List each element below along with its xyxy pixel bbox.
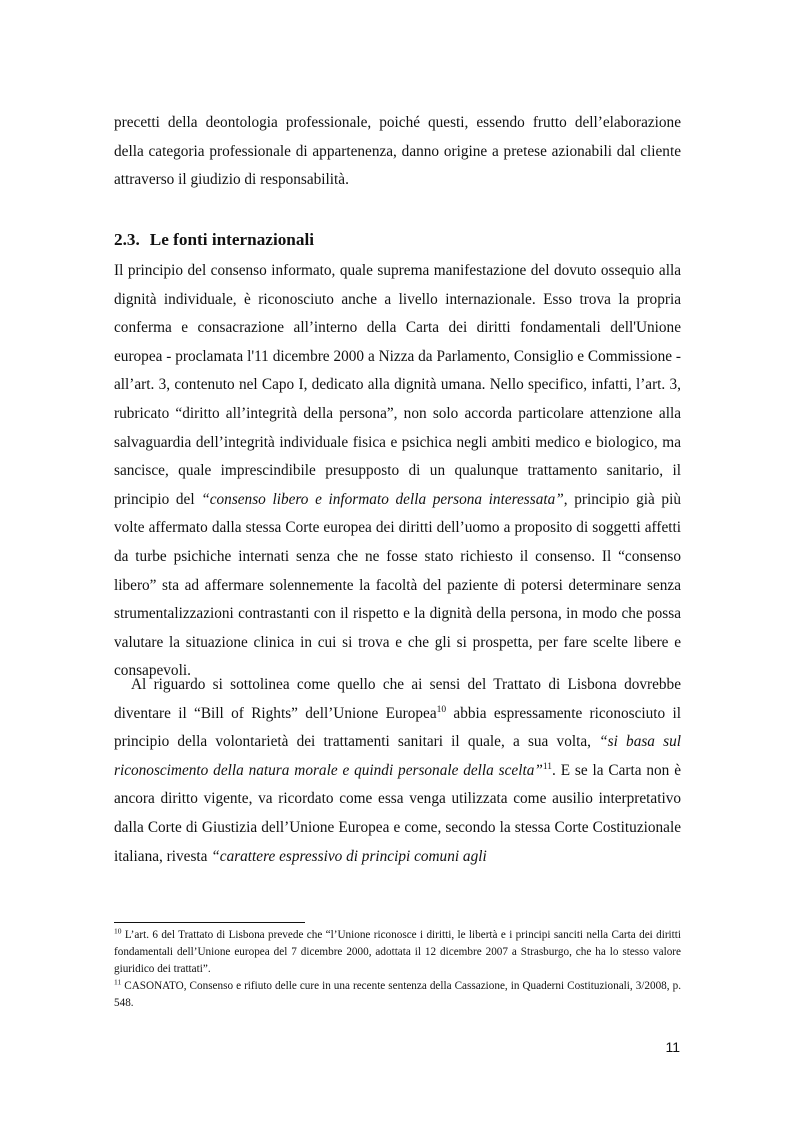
paragraph-international-sources (114, 257, 681, 686)
quoted-text: “carattere espressivo di principi comuni agli (211, 847, 487, 865)
section-heading (114, 226, 681, 254)
footnote-text: CASONATO, Consenso e rifiuto delle cure in una recente sentenza della Cassazione, in Quaderni Costituzionali, 3/2008, p. 548. (114, 980, 681, 1009)
paragraph-text: . E se la Carta non è ancora diritto vigente, va ricordato come essa venga utilizzata come ausilio interpretativo dalla Corte di Giustizia dell’Unione Europea e come, secondo la stessa Corte Costituzionale italiana, rivesta (114, 761, 681, 865)
footnotes (114, 927, 681, 1012)
paragraph-text: , principio già più volte affermato dalla stessa Corte europea dei diritti dell’uomo a proposito di soggetti affetti da turbe psichiche internati senza che ne fosse stato richiesto il consenso. Il “consenso libero” sta ad affermare solennemente la facoltà del paziente di potersi determinare senza strumentalizzazioni contrastanti con il rispetto e la dignità della persona, in modo che possa valutare la situazione clinica in cui si trova e che gli si prospetta, per fare scelte libere e consapevoli. (114, 490, 681, 680)
paragraph-text: Al riguardo si sottolinea come quello che ai sensi del Trattato di Lisbona dovrebbe diventare il “Bill of Rights” dell’Unione Europea (114, 676, 681, 722)
paragraph-text: Il principio del consenso informato, quale suprema manifestazione del dovuto ossequio alla dignità individuale, è riconosciuto anche a livello internazionale. Esso trova la propria conferma e consacrazione all’interno della Carta dei diritti fondamentali dell'Unione europea - proclamata l'11 dicembre 2000 a Nizza da Parlamento, Consiglio e Commissione - all’art. 3, contenuto nel Capo I, dedicato alla dignità umana. Nello specifico, infatti, l’art. 3, rubricato “diritto all’integrità della persona”, non solo accorda particolare attenzione alla salvaguardia dell’integrità individuale fisica e psichica negli ambiti medico e biologico, ma sancisce, quale imprescindibile presupposto di un qualunque trattamento sanitario, il principio del (114, 262, 681, 508)
footnote-number: 10 (114, 926, 122, 936)
intro-paragraph: precetti della deontologia professionale, poiché questi, essendo frutto dell’elaborazione della categoria professionale di appartenenza, danno origine a pretese azionabili dal cliente attraverso il giudizio di responsabilità. (114, 114, 681, 189)
section-number: 2.3. (114, 230, 140, 249)
footnote-ref-11[interactable]: 11 (542, 761, 553, 772)
footnote-11 (114, 978, 681, 1012)
quoted-text: “si basa sul riconoscimento della natura morale e quindi personale della scelta” (114, 733, 682, 779)
footnote-ref-10[interactable]: 10 (436, 704, 447, 715)
paragraph-text: abbia espressamente riconosciuto il principio della volontarietà dei trattamenti sanitari il quale, a sua volta, (114, 704, 681, 751)
page-number: 11 (665, 1039, 680, 1055)
footnote-10 (114, 927, 681, 978)
footnote-separator (114, 922, 305, 923)
footnote-text: L’art. 6 del Trattato di Lisbona prevede che “l’Unione riconosce i diritti, le libertà e i principi sanciti nella Carta dei diritti fondamentali dell’Unione europea del 7 dicembre 2000, adottata il 12 dicembre 2007 a Strasburgo, che ha lo stesso valore giuridico dei trattati”. (114, 929, 681, 975)
footnote-number: 11 (114, 977, 122, 987)
section-title: Le fonti internazionali (149, 230, 315, 249)
quoted-principle: “consenso libero e informato della persona interessata” (201, 490, 564, 508)
paragraph-lisbon-treaty (114, 671, 681, 871)
